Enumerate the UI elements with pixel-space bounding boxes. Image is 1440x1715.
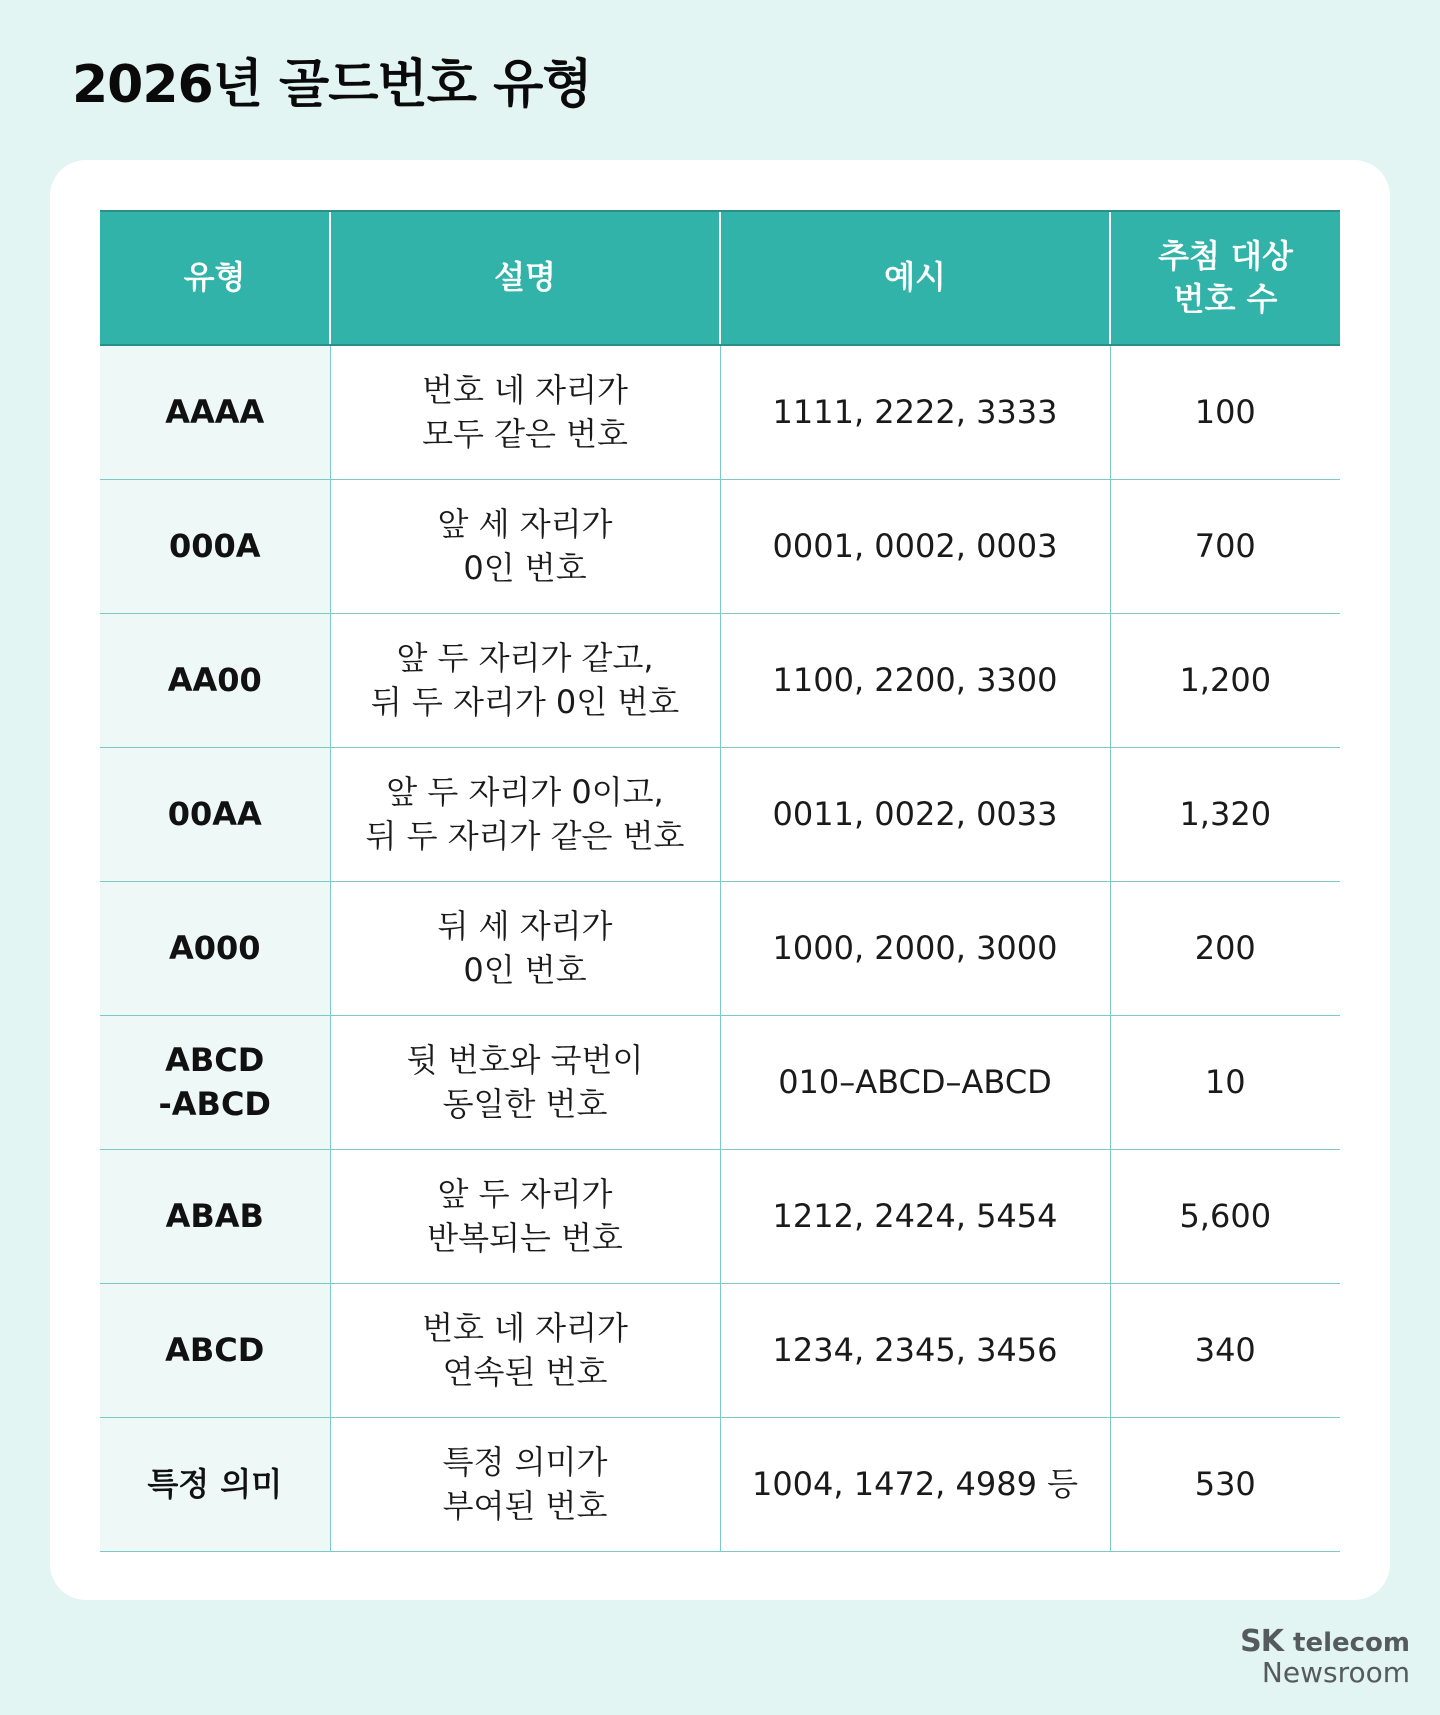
cell-description: 앞 세 자리가 0인 번호	[330, 479, 720, 613]
gold-number-table	[100, 210, 1340, 1552]
cell-count: 100	[1110, 345, 1340, 479]
cell-example: 1000, 2000, 3000	[720, 881, 1110, 1015]
cell-example: 1004, 1472, 4989 등	[720, 1417, 1110, 1551]
cell-count: 1,200	[1110, 613, 1340, 747]
brand-newsroom: Newsroom	[1261, 1655, 1410, 1689]
cell-count: 5,600	[1110, 1149, 1340, 1283]
cell-description: 특정 의미가 부여된 번호	[330, 1417, 720, 1551]
cell-example: 1212, 2424, 5454	[720, 1149, 1110, 1283]
table-header-row	[100, 211, 1340, 345]
brand-telecom: telecom	[1293, 1628, 1410, 1659]
header-type: 유형	[100, 211, 330, 345]
cell-example: 1111, 2222, 3333	[720, 345, 1110, 479]
cell-description: 번호 네 자리가 연속된 번호	[330, 1283, 720, 1417]
cell-type: AAAA	[100, 345, 330, 479]
page-title: 2026년 골드번호 유형	[72, 55, 592, 115]
cell-example: 010–ABCD–ABCD	[720, 1015, 1110, 1149]
header-description: 설명	[330, 211, 720, 345]
cell-example: 0001, 0002, 0003	[720, 479, 1110, 613]
cell-count: 200	[1110, 881, 1340, 1015]
header-count: 추첨 대상 번호 수	[1110, 211, 1340, 345]
cell-type: ABCD	[100, 1283, 330, 1417]
cell-type: A000	[100, 881, 330, 1015]
cell-description: 앞 두 자리가 반복되는 번호	[330, 1149, 720, 1283]
table-row	[100, 1283, 1340, 1417]
cell-description: 앞 두 자리가 같고, 뒤 두 자리가 0인 번호	[330, 613, 720, 747]
cell-example: 0011, 0022, 0033	[720, 747, 1110, 881]
table-row	[100, 345, 1340, 479]
table-row	[100, 479, 1340, 613]
cell-count: 700	[1110, 479, 1340, 613]
cell-type: 000A	[100, 479, 330, 613]
cell-count: 1,320	[1110, 747, 1340, 881]
cell-description: 뒷 번호와 국번이 동일한 번호	[330, 1015, 720, 1149]
cell-type: ABAB	[100, 1149, 330, 1283]
cell-count: 530	[1110, 1417, 1340, 1551]
cell-example: 1234, 2345, 3456	[720, 1283, 1110, 1417]
header-example: 예시	[720, 211, 1110, 345]
table-row	[100, 747, 1340, 881]
cell-description: 앞 두 자리가 0이고, 뒤 두 자리가 같은 번호	[330, 747, 720, 881]
cell-description: 뒤 세 자리가 0인 번호	[330, 881, 720, 1015]
cell-count: 10	[1110, 1015, 1340, 1149]
cell-description: 번호 네 자리가 모두 같은 번호	[330, 345, 720, 479]
sk-telecom-newsroom-logo	[1240, 1626, 1410, 1687]
table-row	[100, 1149, 1340, 1283]
table-row	[100, 881, 1340, 1015]
cell-count: 340	[1110, 1283, 1340, 1417]
cell-example: 1100, 2200, 3300	[720, 613, 1110, 747]
cell-type: 특정 의미	[100, 1417, 330, 1551]
cell-type: 00AA	[100, 747, 330, 881]
table-row	[100, 613, 1340, 747]
table-row	[100, 1417, 1340, 1551]
brand-sk: SK	[1240, 1624, 1284, 1660]
table-card	[50, 160, 1390, 1600]
cell-type: AA00	[100, 613, 330, 747]
cell-type: ABCD -ABCD	[100, 1015, 330, 1149]
table-row	[100, 1015, 1340, 1149]
